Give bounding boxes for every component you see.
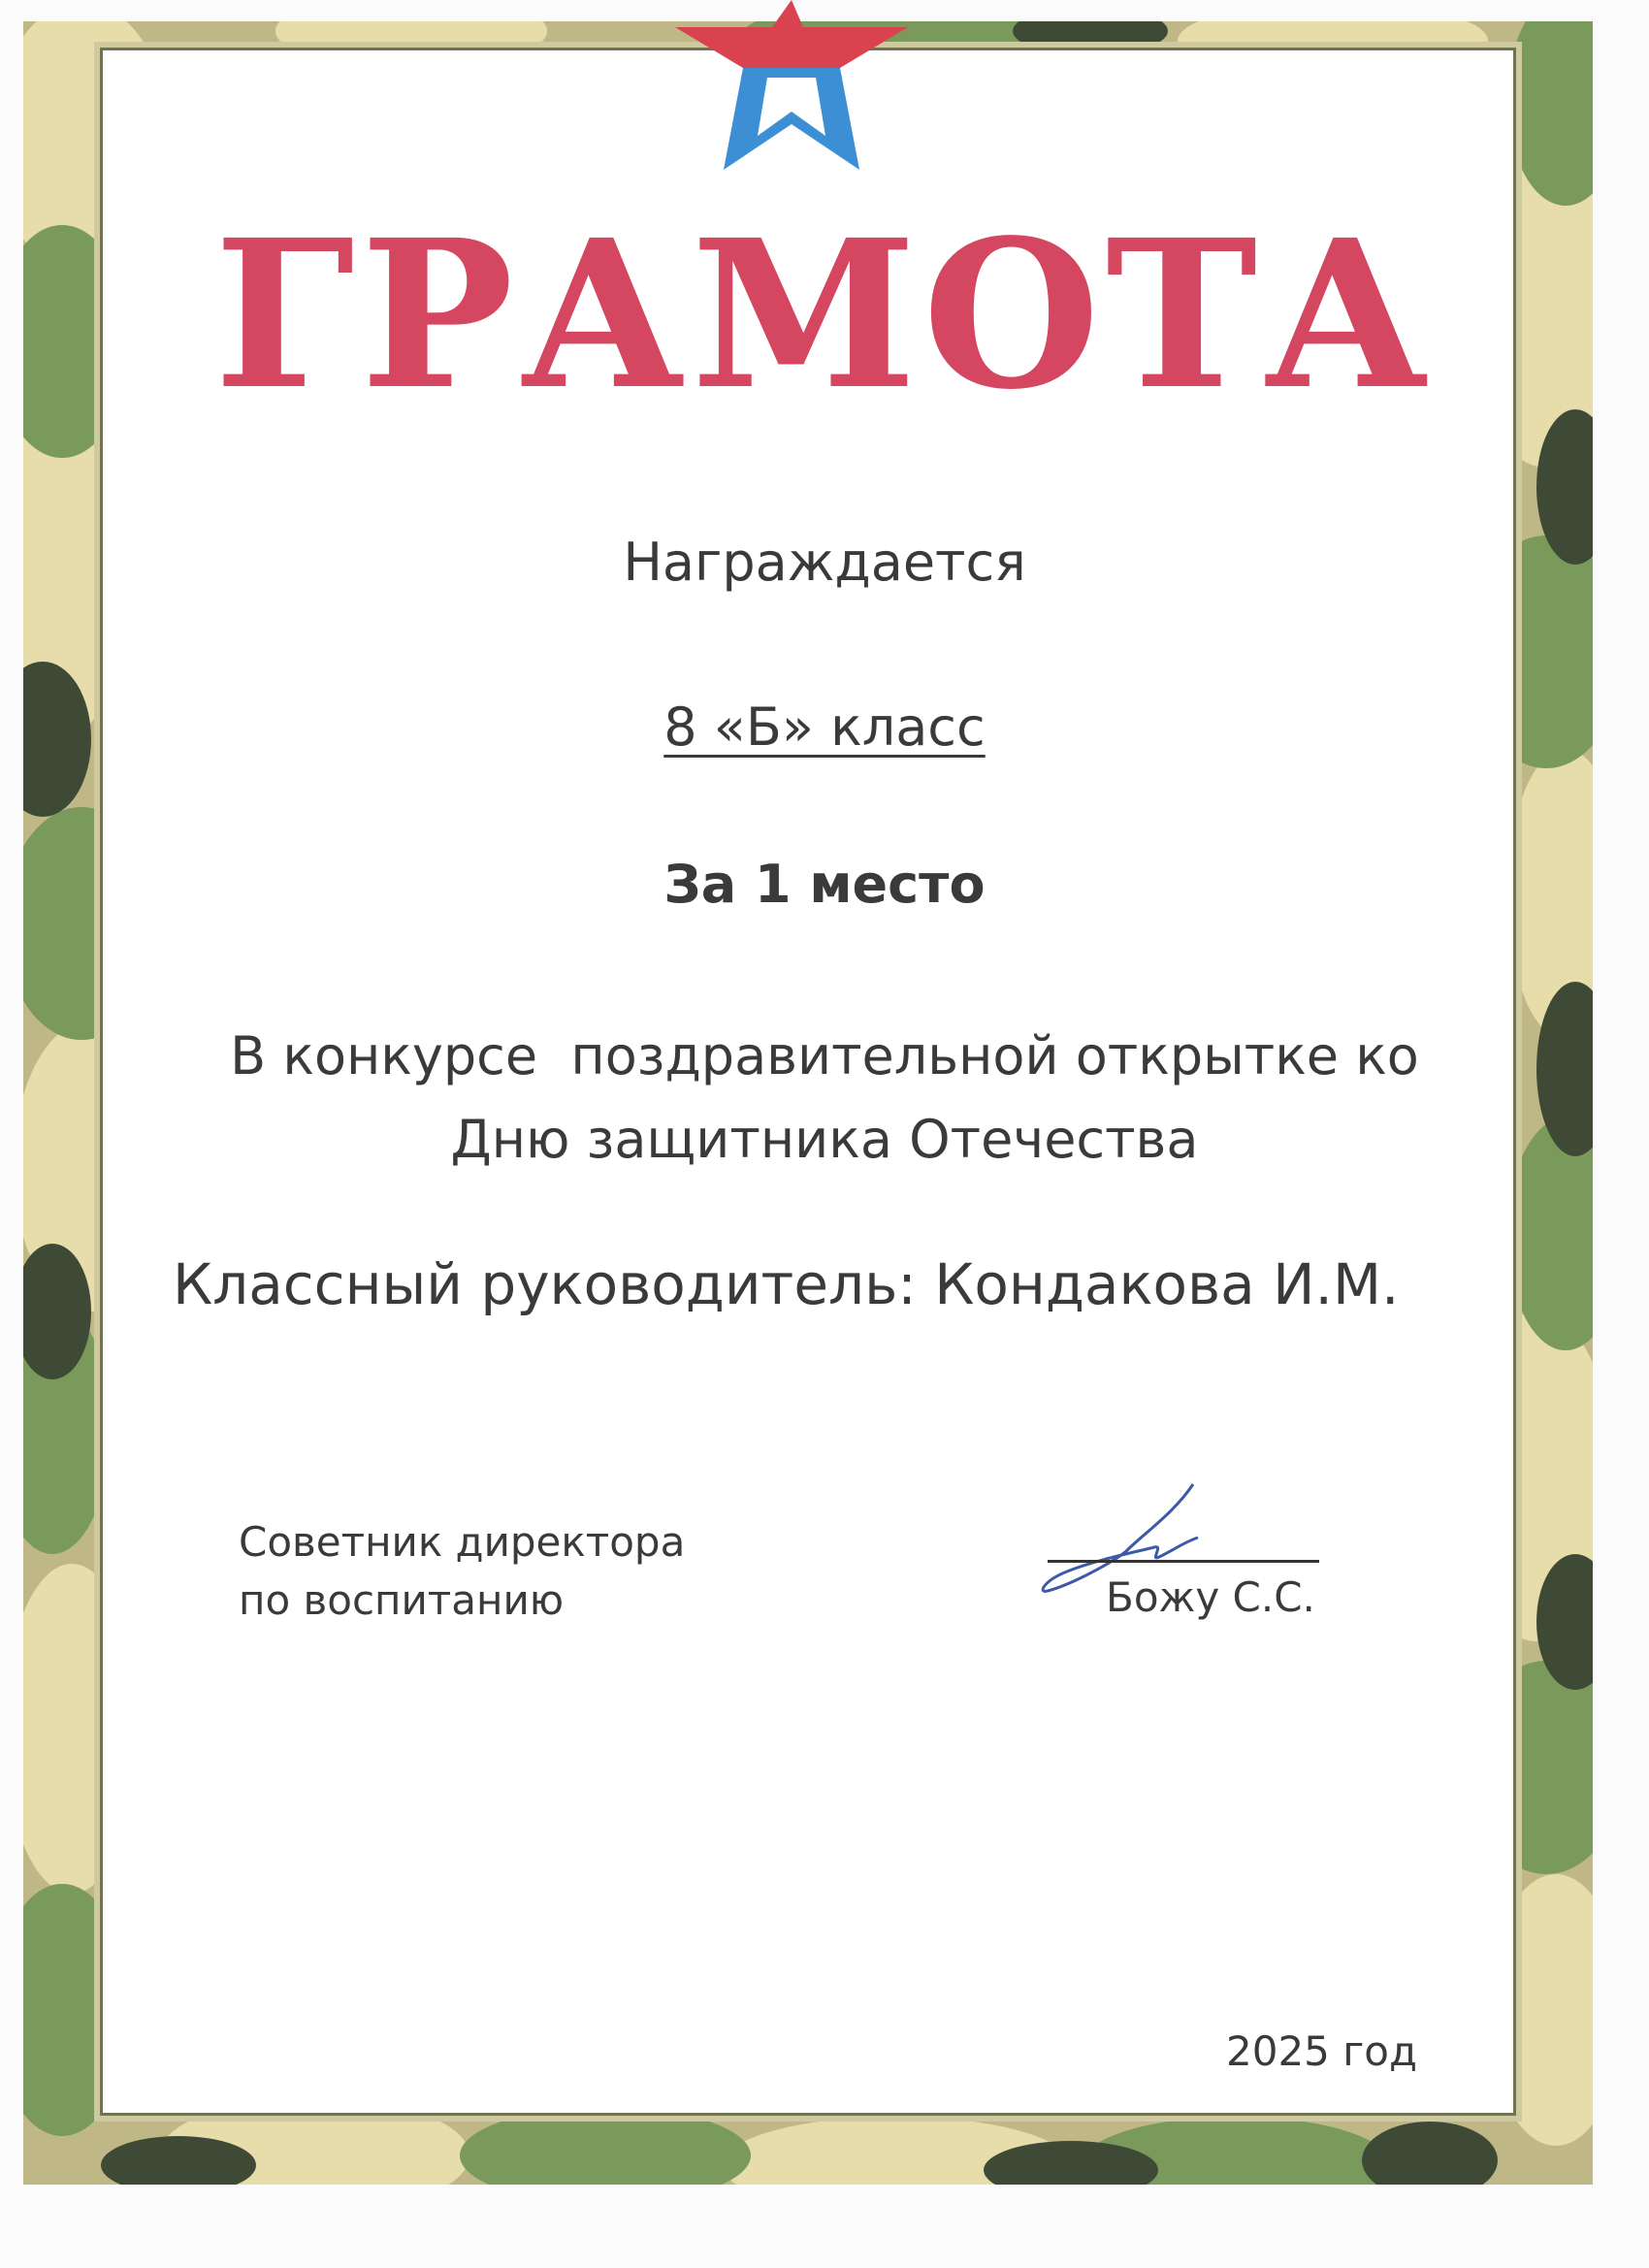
place-label: За 1 место [663,854,986,915]
star-emblem-icon [675,0,908,184]
class-teacher: Классный руководитель: Кондакова И.М. [173,1251,1400,1317]
advisor-line-2: по воспитанию [239,1576,565,1624]
certificate-year: 2025 год [1226,2027,1418,2075]
contest-line-2: Дню защитника Отечества [450,1109,1199,1170]
recipient-name: 8 «Б» класс [663,697,986,758]
awarded-label: Награждается [623,532,1026,593]
signature-line [1048,1560,1319,1563]
certificate-title: ГРАМОТА [213,195,1436,435]
contest-line-1: В конкурсе поздравительной открытке ко [230,1025,1419,1086]
advisor-title [239,1513,685,1630]
contest-description [0,1015,1649,1182]
advisor-line-1: Советник директора [239,1518,686,1566]
recipient [0,697,1649,758]
signer-name: Божу С.С. [1106,1573,1315,1621]
